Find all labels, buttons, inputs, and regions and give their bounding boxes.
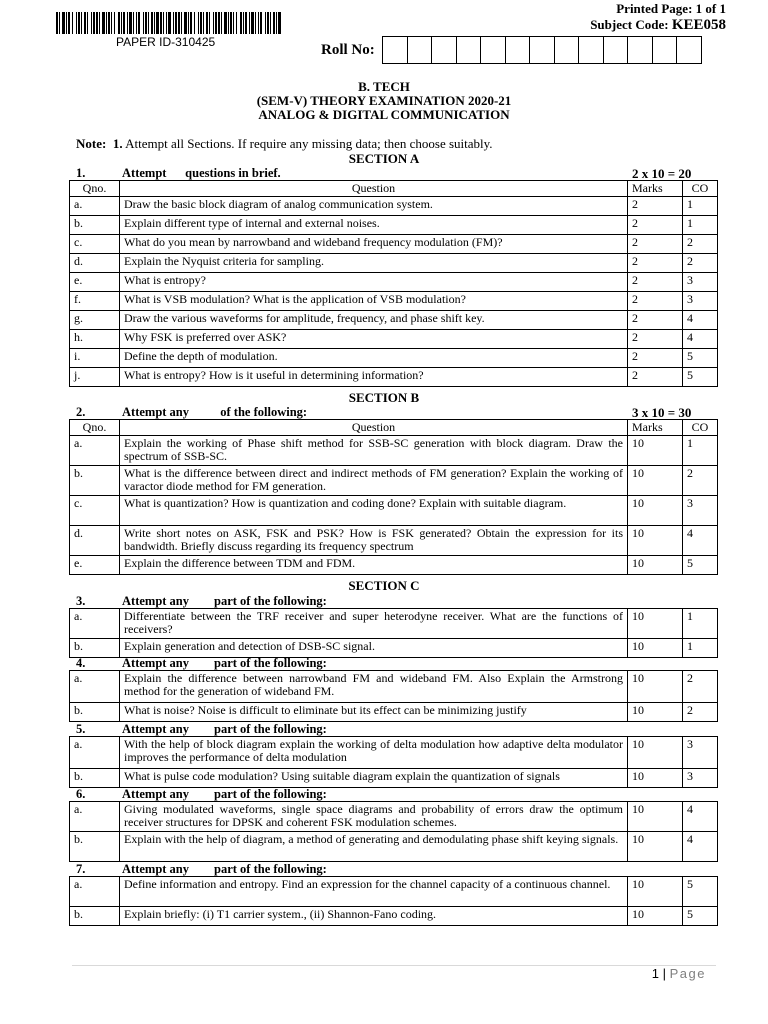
question-text: Explain briefly: (i) T1 carrier system., (ii) Shannon-Fano coding. [120,907,628,926]
question-text: Why FSK is preferred over ASK? [120,330,628,349]
question-text: What is entropy? [120,273,628,292]
header-marks: Marks [628,181,683,197]
table-row [70,330,718,349]
question-co: 3 [683,292,718,311]
question-marks: 10 [628,802,683,832]
section-instruction: Attempt any part of the following: [122,862,327,876]
question-id: b. [70,216,120,235]
question-3-table [69,608,718,658]
header-qno: Qno. [70,420,120,436]
table-row [70,436,718,466]
note-label: Note: [76,136,107,151]
question-id: g. [70,311,120,330]
roll-no-label: Roll No: [321,42,375,58]
section-a-table [69,180,718,387]
section-marks: 3 x 10 = 30 [632,405,692,420]
question-id: a. [70,802,120,832]
section-instruction: Attempt questions in brief. [122,166,281,180]
question-marks: 10 [628,907,683,926]
section-instruction: Attempt any of the following: [122,405,308,419]
table-row [70,216,718,235]
question-marks: 10 [628,877,683,907]
question-marks: 2 [628,349,683,368]
exam-title: (SEM-V) THEORY EXAMINATION 2020-21 [256,93,512,108]
question-co: 4 [683,832,718,862]
question-co: 1 [683,216,718,235]
question-id: d. [70,526,120,556]
roll-no-box [431,36,457,64]
question-marks: 2 [628,330,683,349]
table-row [70,802,718,832]
question-id: b. [70,466,120,496]
question-marks: 10 [628,466,683,496]
question-marks: 10 [628,496,683,526]
question-text: Explain the difference between narrowband FM and wideband FM. Also Explain the Armstrong method for the generation of wideband FM. [120,671,628,703]
question-marks: 10 [628,737,683,769]
question-text: What is pulse code modulation? Using suitable diagram explain the quantization of signals [120,769,628,788]
section-b-heading: SECTION B [348,390,420,405]
question-marks: 10 [628,832,683,862]
question-marks: 10 [628,639,683,658]
roll-no-box [505,36,531,64]
question-number: 3. [76,594,86,608]
section-instruction: Attempt any part of the following: [122,594,327,608]
question-id: d. [70,254,120,273]
question-number: 6. [76,787,86,801]
table-row [70,907,718,926]
note-number: 1. [112,136,123,151]
header-question: Question [120,181,628,197]
question-text: What is quantization? How is quantization and coding done? Explain with suitable diagram. [120,496,628,526]
roll-no-boxes [383,36,702,64]
table-header-row [70,181,718,197]
question-marks: 2 [628,273,683,292]
barcode [56,12,282,34]
question-text: Draw the basic block diagram of analog communication system. [120,197,628,216]
subject-code-value: KEE058 [671,17,726,33]
table-row [70,254,718,273]
question-id: b. [70,907,120,926]
question-marks: 2 [628,292,683,311]
table-row [70,832,718,862]
table-row [70,639,718,658]
question-co: 5 [683,556,718,575]
question-marks: 10 [628,769,683,788]
roll-no-box [456,36,482,64]
table-row [70,466,718,496]
question-co: 1 [683,639,718,658]
question-text: Explain different type of internal and external noises. [120,216,628,235]
section-marks: 2 x 10 = 20 [632,166,692,181]
section-instruction: Attempt any part of the following: [122,787,327,801]
note-text: Attempt all Sections. If require any missing data; then choose suitably. [125,136,493,151]
question-co: 4 [683,526,718,556]
question-text: With the help of block diagram explain the working of delta modulation how adaptive delta modulator improves the performance of delta modulation [120,737,628,769]
question-id: f. [70,292,120,311]
roll-no-box [382,36,408,64]
question-text: What is entropy? How is it useful in determining information? [120,368,628,387]
question-co: 4 [683,802,718,832]
question-7-table [69,876,718,926]
table-row [70,737,718,769]
question-id: b. [70,639,120,658]
question-text: Explain with the help of diagram, a method of generating and demodulating phase shift keying signals. [120,832,628,862]
table-row [70,368,718,387]
footer-divider [72,965,716,966]
question-id: e. [70,556,120,575]
question-number: 4. [76,656,86,670]
question-co: 2 [683,466,718,496]
question-marks: 10 [628,609,683,639]
roll-no-box [603,36,629,64]
question-id: a. [70,877,120,907]
question-marks: 10 [628,556,683,575]
table-row [70,609,718,639]
question-co: 4 [683,330,718,349]
question-marks: 2 [628,235,683,254]
question-text: Explain the Nyquist criteria for sampling. [120,254,628,273]
question-co: 1 [683,197,718,216]
page-number [652,966,706,981]
barcode-bar [278,12,281,34]
note [76,136,493,152]
roll-no-box [554,36,580,64]
question-co: 3 [683,737,718,769]
roll-no-box [480,36,506,64]
question-co: 2 [683,254,718,273]
question-id: a. [70,197,120,216]
question-number: 7. [76,862,86,876]
question-co: 2 [683,671,718,703]
question-co: 3 [683,496,718,526]
section-b-table [69,419,718,575]
question-marks: 2 [628,311,683,330]
question-id: b. [70,769,120,788]
question-marks: 10 [628,703,683,722]
question-text: What is noise? Noise is difficult to eliminate but its effect can be minimizing justify [120,703,628,722]
question-id: b. [70,832,120,862]
question-co: 5 [683,907,718,926]
question-id: a. [70,737,120,769]
table-row [70,877,718,907]
question-id: c. [70,235,120,254]
question-6-table [69,801,718,862]
question-text: What is VSB modulation? What is the application of VSB modulation? [120,292,628,311]
question-id: a. [70,609,120,639]
header-co: CO [683,181,718,197]
question-marks: 2 [628,216,683,235]
table-row [70,703,718,722]
question-co: 4 [683,311,718,330]
question-text: Explain generation and detection of DSB-SC signal. [120,639,628,658]
question-id: a. [70,436,120,466]
question-id: j. [70,368,120,387]
question-text: Define information and entropy. Find an expression for the channel capacity of a continuous channel. [120,877,628,907]
header-co: CO [683,420,718,436]
question-co: 1 [683,609,718,639]
question-text: Giving modulated waveforms, single space diagrams and probability of errors draw the optimum receiver structures for DPSK and coherent FSK modulation schemes. [120,802,628,832]
subject-code-label: Subject Code: [590,17,672,32]
table-row [70,496,718,526]
question-marks: 10 [628,526,683,556]
question-text: Explain the difference between TDM and FDM. [120,556,628,575]
question-co: 2 [683,235,718,254]
question-text: What do you mean by narrowband and wideband frequency modulation (FM)? [120,235,628,254]
question-id: c. [70,496,120,526]
question-text: Draw the various waveforms for amplitude, frequency, and phase shift key. [120,311,628,330]
paper-id: PAPER ID-310425 [116,35,216,49]
subject-code [590,17,726,34]
question-5-table [69,736,718,788]
question-number: 1. [76,166,86,180]
roll-no-box [578,36,604,64]
table-row [70,311,718,330]
printed-page: Printed Page: 1 of 1 [616,1,726,16]
question-co: 3 [683,769,718,788]
table-header-row [70,420,718,436]
question-marks: 2 [628,254,683,273]
table-row [70,273,718,292]
exam-degree: B. TECH [358,79,410,94]
header-marks: Marks [628,420,683,436]
question-co: 5 [683,877,718,907]
table-row [70,349,718,368]
page-word: Page [669,966,706,981]
question-marks: 10 [628,436,683,466]
section-instruction: Attempt any part of the following: [122,656,327,670]
table-row [70,292,718,311]
question-text: Explain the working of Phase shift method for SSB-SC generation with block diagram. Draw the spectrum of SSB-SC. [120,436,628,466]
question-id: i. [70,349,120,368]
question-id: h. [70,330,120,349]
question-marks: 2 [628,368,683,387]
question-number: 2. [76,405,86,419]
question-4-table [69,670,718,722]
roll-no-box [652,36,678,64]
question-text: Differentiate between the TRF receiver and super heterodyne receiver. What are the functions of receivers? [120,609,628,639]
question-text: Write short notes on ASK, FSK and PSK? How is FSK generated? Obtain the expression for its bandwidth. Briefly discuss regarding its frequency spectrum [120,526,628,556]
question-id: b. [70,703,120,722]
question-number: 5. [76,722,86,736]
table-row [70,235,718,254]
question-co: 1 [683,436,718,466]
roll-no-box [529,36,555,64]
question-text: Define the depth of modulation. [120,349,628,368]
header-qno: Qno. [70,181,120,197]
question-id: a. [70,671,120,703]
header-question: Question [120,420,628,436]
question-co: 3 [683,273,718,292]
page-number-value: 1 [651,966,660,981]
table-row [70,526,718,556]
question-id: e. [70,273,120,292]
question-co: 5 [683,368,718,387]
table-row [70,197,718,216]
roll-no-box [407,36,433,64]
table-row [70,671,718,703]
question-co: 5 [683,349,718,368]
question-marks: 2 [628,197,683,216]
section-c-heading: SECTION C [348,578,420,593]
question-marks: 10 [628,671,683,703]
page-separator: | [659,966,670,981]
section-instruction: Attempt any part of the following: [122,722,327,736]
roll-no-box [627,36,653,64]
exam-subject: ANALOG & DIGITAL COMMUNICATION [258,107,510,122]
question-co: 2 [683,703,718,722]
question-text: What is the difference between direct and indirect methods of FM generation? Explain the working of varactor diode method for FM generation. [120,466,628,496]
table-row [70,556,718,575]
table-row [70,769,718,788]
roll-no-box [676,36,702,64]
section-a-heading: SECTION A [348,151,420,166]
